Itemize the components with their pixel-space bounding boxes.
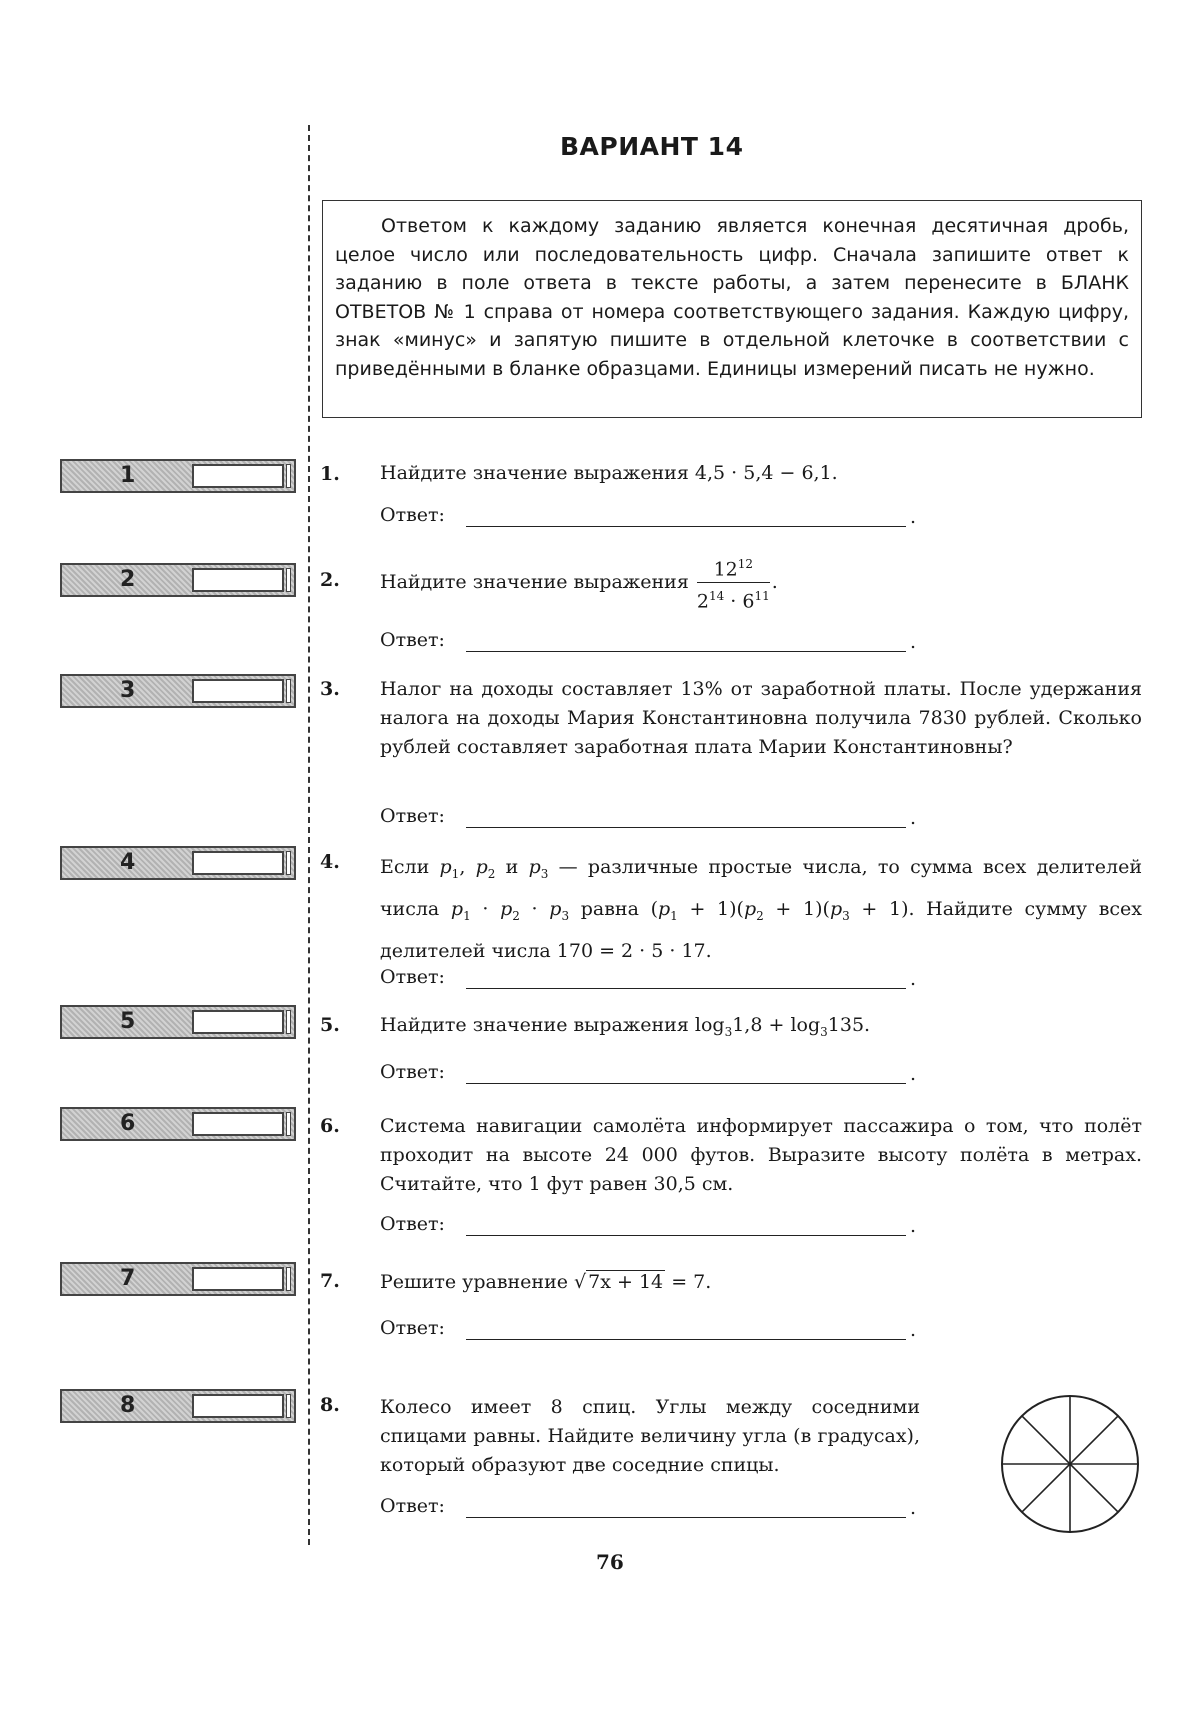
answer-box-number: 2 xyxy=(120,567,136,592)
task-text: Найдите значение выражения $\log_31,8 + \log_3135$. xyxy=(380,1014,871,1039)
answer-label: Ответ: xyxy=(380,629,445,651)
task-number: 7. xyxy=(320,1270,340,1292)
answer-cell[interactable] xyxy=(192,1394,284,1418)
task-number: 6. xyxy=(320,1115,340,1137)
answer-cell[interactable] xyxy=(192,464,284,488)
answer-box xyxy=(60,1262,296,1296)
task-number: 2. xyxy=(320,569,340,591)
answer-box-number: 3 xyxy=(120,678,136,703)
answer-box-number: 5 xyxy=(120,1009,136,1034)
task-number: 4. xyxy=(320,851,340,873)
task-text: Если $p_1$, $p_2$ и $p_3$ — различные простые числа, то сумма всех делителей числа $p_1 \cdot p_2 \cdot p_3$ равна $(p_1 + 1)(p_2 + 1)(p_3 + 1)$. Найдите сумму всех делителей числа 170 = 2 · 5 · 17. xyxy=(380,856,1143,962)
answer-cell[interactable] xyxy=(192,679,284,703)
task-text: Решите уравнение √ 7x + 14 = 7. xyxy=(380,1271,712,1293)
answer-label: Ответ: xyxy=(380,805,445,827)
instructions-box: Ответом к каждому заданию является конечная десятичная дробь, целое число или последовательность цифр. Сначала запишите ответ к заданию в поле ответа в тексте работы, а затем перенесите в БЛАНК ОТВЕТОВ № 1 справа от номера соответствующего задания. Каждую цифру, знак «минус» и запятую пишите в отдельной клеточке в соответствии с приведёнными в бланке образцами. Единицы измерений писать не нужно. xyxy=(322,200,1142,418)
fraction: $\frac{12^{12}}{2^{14} \cdot 6^{11}}$ xyxy=(697,553,770,613)
answer-line[interactable] xyxy=(466,1083,906,1084)
answer-line[interactable] xyxy=(466,526,906,527)
task-number: 1. xyxy=(320,463,340,485)
answer-line[interactable] xyxy=(466,651,906,652)
page-number: 76 xyxy=(596,1550,624,1574)
task-number: 3. xyxy=(320,678,340,700)
answer-box xyxy=(60,459,296,493)
answer-box-number: 1 xyxy=(120,463,136,488)
task-text: Система навигации самолёта информирует пассажира о том, что полёт проходит на высоте 24 000 футов. Выразите высоту полёта в метрах. Считайте, что 1 фут равен 30,5 см. xyxy=(380,1115,1142,1195)
answer-line[interactable] xyxy=(466,1339,906,1340)
answer-cell[interactable] xyxy=(192,568,284,592)
answer-line[interactable] xyxy=(466,1235,906,1236)
answer-box xyxy=(60,1107,296,1141)
answer-box xyxy=(60,1005,296,1039)
task-number: 5. xyxy=(320,1014,340,1036)
answer-cell[interactable] xyxy=(192,1112,284,1136)
answer-box xyxy=(60,846,296,880)
answer-label: Ответ: xyxy=(380,1213,445,1235)
page-title: ВАРИАНТ 14 xyxy=(560,132,744,161)
answer-line[interactable] xyxy=(466,827,906,828)
task-text: Найдите значение выражения $\frac{12^{12}}{2^{14} \cdot 6^{11}}$ . xyxy=(380,553,1142,613)
answer-box-number: 8 xyxy=(120,1393,136,1418)
answer-cell[interactable] xyxy=(192,1267,284,1291)
task-text: Колесо имеет 8 спиц. Углы между соседними спицами равны. Найдите величину угла (в градусах), который образуют две соседние спицы. xyxy=(380,1396,920,1476)
answer-label: Ответ: xyxy=(380,1317,445,1339)
answer-box-number: 4 xyxy=(120,850,136,875)
answer-box xyxy=(60,674,296,708)
answer-line[interactable] xyxy=(466,988,906,989)
answer-label: Ответ: xyxy=(380,966,445,988)
answer-label: Ответ: xyxy=(380,504,445,526)
answer-box-number: 6 xyxy=(120,1111,136,1136)
square-root: 7x + 14 xyxy=(588,1271,664,1293)
answer-label: Ответ: xyxy=(380,1061,445,1083)
task-text: Найдите значение выражения 4,5 · 5,4 − 6,1. xyxy=(380,462,838,484)
answer-box-number: 7 xyxy=(120,1266,136,1291)
cut-line xyxy=(308,125,310,1545)
task-text: Налог на доходы составляет 13% от заработной платы. После удержания налога на доходы Мария Константиновна получила 7830 рублей. Сколько рублей составляет заработная плата Марии Константиновны? xyxy=(380,678,1142,758)
answer-line[interactable] xyxy=(466,1517,906,1518)
answer-box xyxy=(60,563,296,597)
answer-box xyxy=(60,1389,296,1423)
wheel-figure xyxy=(998,1392,1142,1536)
task-number: 8. xyxy=(320,1394,340,1416)
answer-label: Ответ: xyxy=(380,1495,445,1517)
answer-cell[interactable] xyxy=(192,851,284,875)
answer-cell[interactable] xyxy=(192,1010,284,1034)
